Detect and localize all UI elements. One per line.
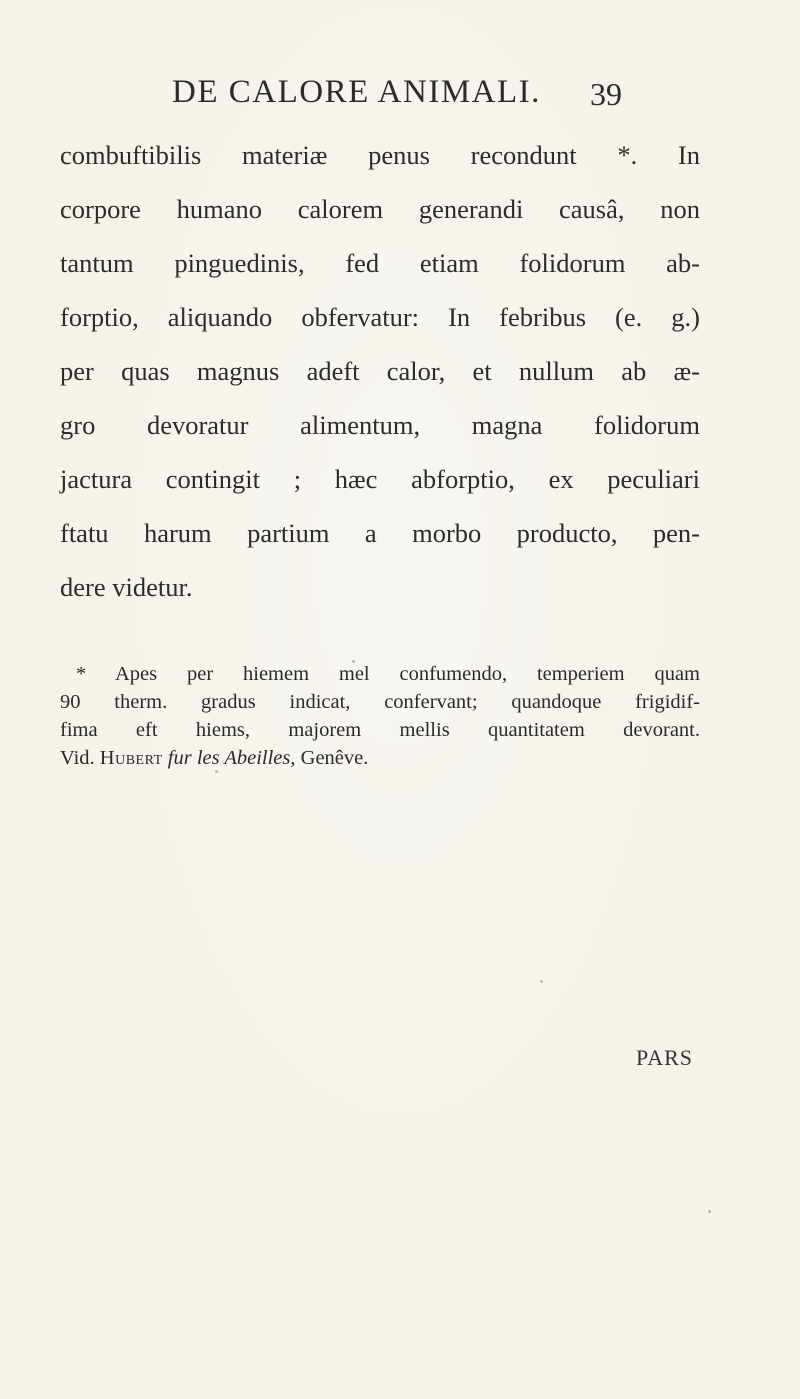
paper-speck (540, 980, 543, 983)
footnote-place: Genêve. (300, 747, 369, 769)
paper-speck (708, 1210, 711, 1213)
footnote-line: 90 therm. gradus indicat, confervant; quandoque frigidif- (60, 691, 700, 713)
text-line: corpore humano calorem generandi causâ, non (60, 194, 700, 224)
footnote-vid: Vid. (60, 747, 95, 769)
text-line: combuftibilis materiæ penus recondunt *. In (60, 140, 700, 170)
paper-speck (215, 770, 218, 773)
main-text (60, 128, 700, 614)
footnote-book-title: fur les Abeilles, (167, 747, 296, 769)
footnote-line: fima eft hiems, majorem mellis quantitatem devorant. (60, 719, 700, 741)
footnote (60, 660, 700, 772)
running-title: DE CALORE ANIMALI. (172, 74, 541, 110)
text-line: per quas magnus adeft calor, et nullum ab æ- (60, 356, 700, 386)
text-line: dere videtur. (60, 572, 193, 602)
footnote-line: * Apes per hiemem mel confumendo, temperiem quam (76, 663, 700, 685)
text-line: ftatu harum partium a morbo producto, pen- (60, 518, 700, 548)
page-number: 39 (590, 76, 622, 112)
text-line: tantum pinguedinis, fed etiam folidorum ab- (60, 248, 700, 278)
text-line: gro devoratur alimentum, magna folidorum (60, 410, 700, 440)
footnote-author: Hubert (99, 747, 163, 769)
text-line: jactura contingit ; hæc abforptio, ex peculiari (60, 464, 700, 494)
footnote-line (60, 744, 700, 772)
paper-speck (352, 660, 355, 663)
catchword: PARS (636, 1045, 694, 1070)
text-line: forptio, aliquando obfervatur: In febribus (e. g.) (60, 302, 700, 332)
running-head (0, 70, 800, 120)
